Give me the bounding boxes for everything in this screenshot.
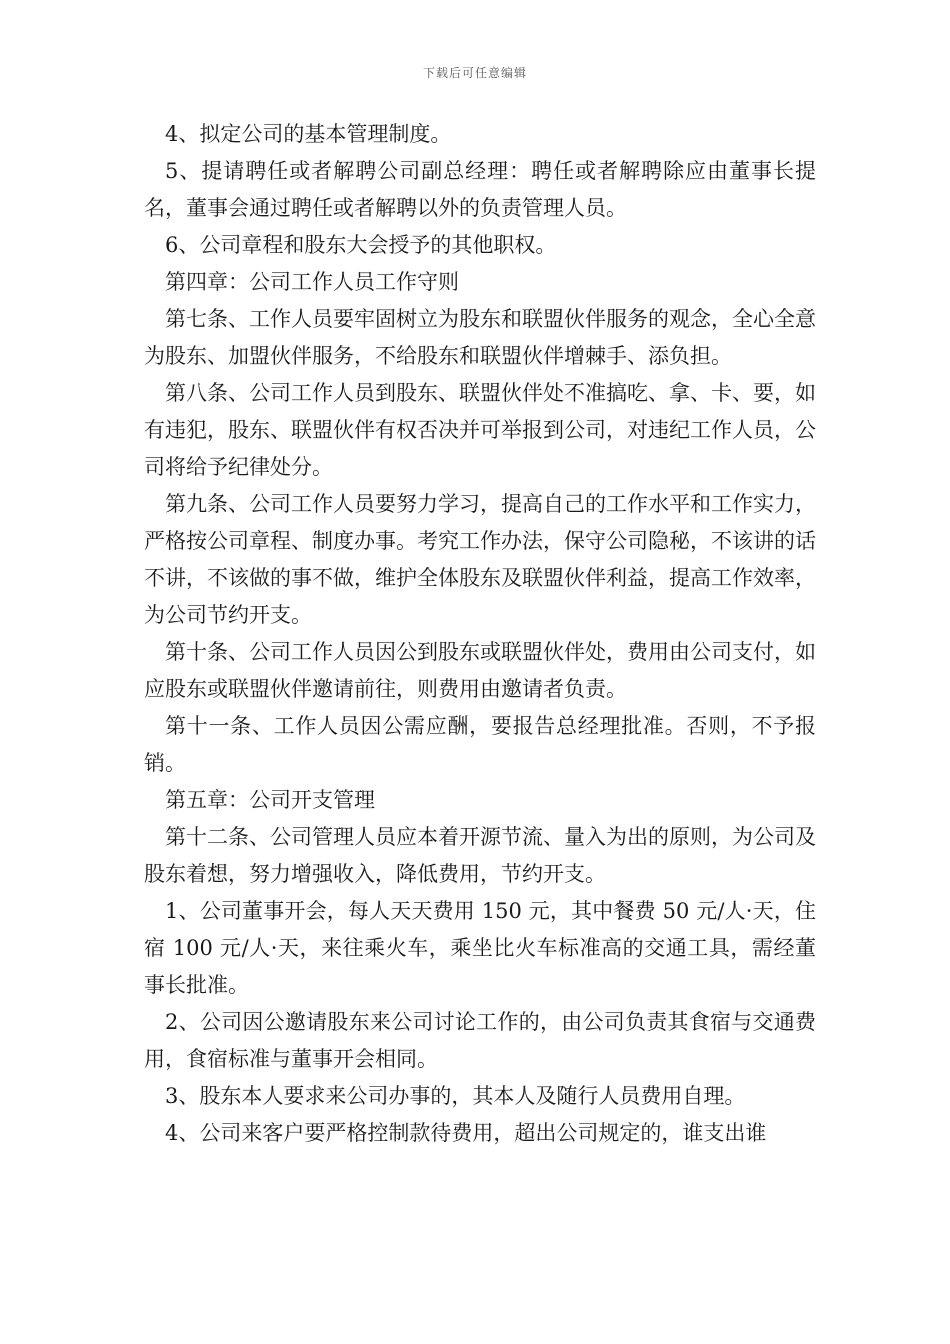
paragraph-item-6: 6、公司章程和股东大会授予的其他职权。 bbox=[165, 233, 557, 257]
expense-item-4: 4、公司来客户要严格控制款待费用，超出公司规定的，谁支出谁 bbox=[165, 1121, 767, 1145]
chapter-5-heading: 第五章：公司开支管理 bbox=[165, 788, 375, 812]
article-8: 第八条、公司工作人员到股东、联盟伙伴处不准搞吃、拿、卡、要，如有违犯，股东、联盟伙伴有权否决并可举报到公司，对违纪工作人员，公司将给予纪律处分。 bbox=[144, 381, 816, 479]
paragraph-item-4: 4、拟定公司的基本管理制度。 bbox=[165, 122, 452, 146]
article-10: 第十条、公司工作人员因公到股东或联盟伙伴处，费用由公司支付，如应股东或联盟伙伴邀请前往，则费用由邀请者负责。 bbox=[144, 640, 816, 701]
paragraph-item-5: 5、提请聘任或者解聘公司副总经理：聘任或者解聘除应由董事长提名，董事会通过聘任或者解聘以外的负责管理人员。 bbox=[144, 159, 816, 220]
article-12: 第十二条、公司管理人员应本着开源节流、量入为出的原则，为公司及股东着想，努力增强收入，降低费用，节约开支。 bbox=[144, 825, 816, 886]
document-body bbox=[144, 116, 816, 1152]
article-7: 第七条、工作人员要牢固树立为股东和联盟伙伴服务的观念，全心全意为股东、加盟伙伴服务，不给股东和联盟伙伴增棘手、添负担。 bbox=[144, 307, 816, 368]
expense-item-1: 1、公司董事开会，每人天天费用 150 元，其中餐费 50 元/人·天，住宿 100 元/人·天，来往乘火车，乘坐比火车标准高的交通工具，需经董事长批准。 bbox=[144, 899, 816, 997]
page-header: 下载后可任意编辑 bbox=[422, 66, 527, 80]
expense-item-3: 3、股东本人要求来公司办事的，其本人及随行人员费用自理。 bbox=[165, 1084, 746, 1108]
chapter-4-heading: 第四章：公司工作人员工作守则 bbox=[165, 270, 459, 294]
article-11: 第十一条、工作人员因公需应酬，要报告总经理批准。否则，不予报销。 bbox=[144, 714, 816, 775]
expense-item-2: 2、公司因公邀请股东来公司讨论工作的，由公司负责其食宿与交通费用，食宿标准与董事开会相同。 bbox=[144, 1010, 816, 1071]
article-9: 第九条、公司工作人员要努力学习，提高自己的工作水平和工作实力，严格按公司章程、制度办事。考究工作办法，保守公司隐秘，不该讲的话不讲，不该做的事不做，维护全体股东及联盟伙伴利益，提高工作效率，为公司节约开支。 bbox=[144, 492, 816, 627]
